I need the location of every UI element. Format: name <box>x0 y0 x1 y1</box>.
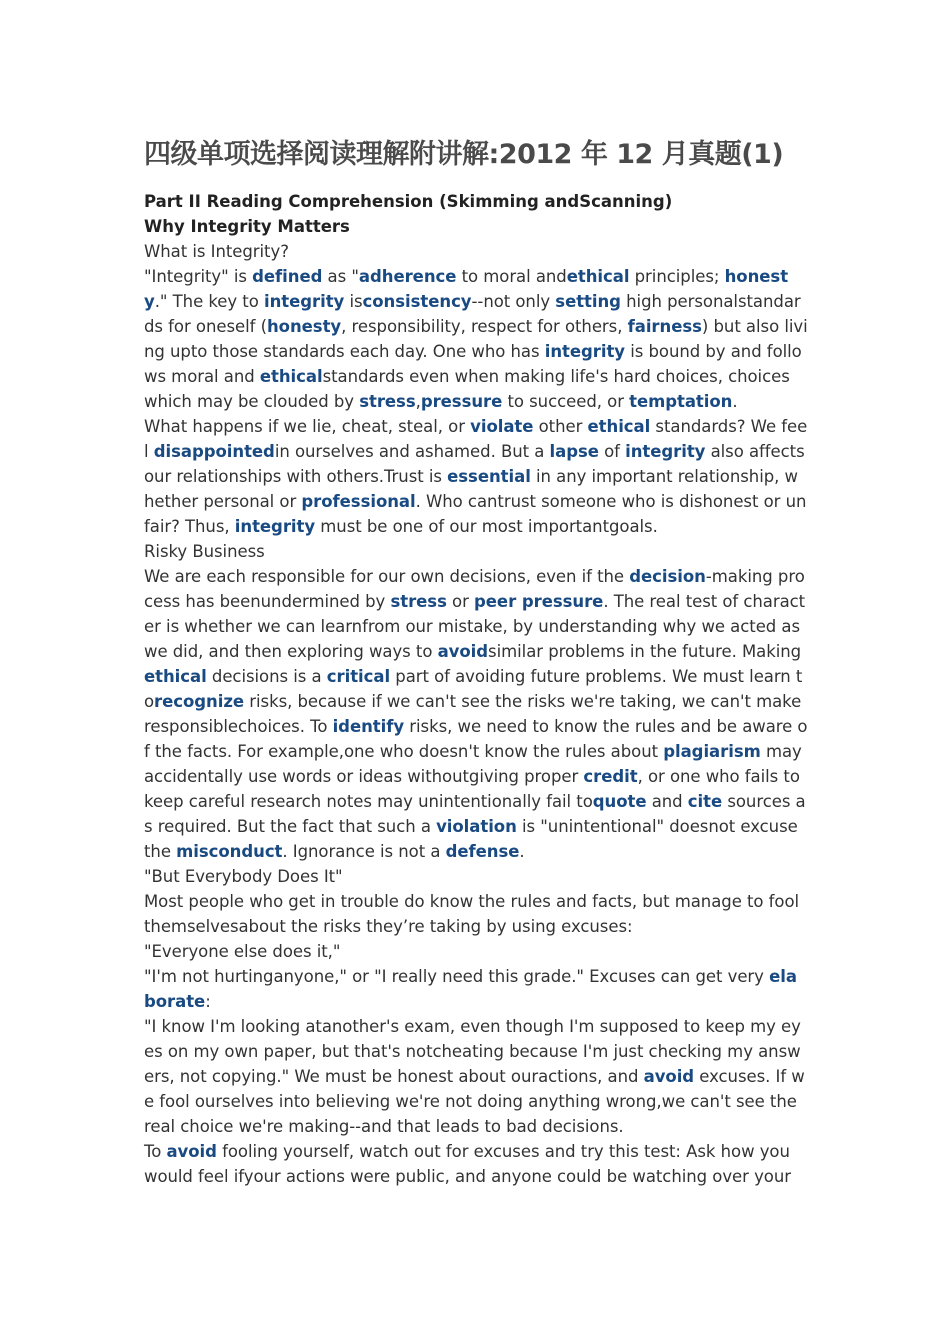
text-run: fooling yourself, watch out for excuses and try this test: Ask how you would feel ifyour actions were public, and anyone could be watching over your <box>144 1142 791 1186</box>
keyword-link[interactable]: defense <box>445 842 520 861</box>
text-run: excuses. If we fool ourselves into believing we're not doing anything wrong,we can't see the real choice we're making--and that leads to bad decisions. <box>144 1067 805 1136</box>
text-run: What happens if we lie, cheat, steal, or <box>144 417 471 436</box>
keyword-link[interactable]: setting <box>555 292 621 311</box>
keyword-link[interactable]: integrity <box>234 517 316 536</box>
keyword-link[interactable]: fairness <box>627 317 702 336</box>
text-run: sources as required. But the fact that such a <box>144 792 806 836</box>
text-run: principles; <box>629 267 725 286</box>
keyword-link[interactable]: consistency <box>362 292 472 311</box>
text-run: . <box>519 842 525 861</box>
text-run: or <box>446 592 475 611</box>
text-run: , or one who fails to keep careful research notes may unintentionally fail to <box>144 767 800 811</box>
text-run: similar problems in the future. Making <box>488 642 802 661</box>
text-run: is "unintentional" doesnot excuse the <box>144 817 798 861</box>
text-run: as " <box>322 267 359 286</box>
keyword-link[interactable]: misconduct <box>176 842 283 861</box>
keyword-link[interactable]: essential <box>447 467 531 486</box>
text-run: "Integrity" is <box>144 267 253 286</box>
paragraph <box>144 889 808 939</box>
keyword-link[interactable]: quote <box>592 792 647 811</box>
keyword-link[interactable]: cite <box>687 792 723 811</box>
text-run: part of avoiding future problems. We must learn to <box>144 667 803 711</box>
paragraph <box>144 1014 808 1139</box>
keyword-link[interactable]: stress <box>390 592 447 611</box>
text-run: is bound by and follows moral and <box>144 342 802 386</box>
keyword-link[interactable]: peer pressure <box>474 592 604 611</box>
article-title: Why Integrity Matters <box>144 217 350 236</box>
keyword-link[interactable]: violation <box>436 817 517 836</box>
text-run: : <box>205 992 211 1011</box>
keyword-link[interactable]: decision <box>629 567 706 586</box>
text-run: To <box>144 1142 167 1161</box>
text-run: in any important relationship, whether personal or <box>144 467 798 511</box>
keyword-link[interactable]: lapse <box>549 442 599 461</box>
keyword-link[interactable]: elaborate <box>144 967 797 1011</box>
text-run: standards? We feel <box>144 417 808 461</box>
text-run: What is Integrity? <box>144 242 289 261</box>
keyword-link[interactable]: avoid <box>166 1142 217 1161</box>
keyword-link[interactable]: ethical <box>144 667 207 686</box>
keyword-link[interactable]: credit <box>583 767 638 786</box>
paragraph <box>144 564 808 864</box>
text-run: must be one of our most importantgoals. <box>315 517 658 536</box>
text-run: to moral and <box>456 267 567 286</box>
keyword-link[interactable]: avoid <box>437 642 489 661</box>
page-title: 四级单项选择阅读理解附讲解:2012 年 12 月真题(1) <box>144 139 784 170</box>
keyword-link[interactable]: honesty <box>266 317 342 336</box>
keyword-link[interactable]: critical <box>326 667 391 686</box>
document-page <box>144 132 808 1189</box>
text-run: Most people who get in trouble do know the rules and facts, but manage to fool themselvesabout the risks they’re taking by using excuses: <box>144 892 800 936</box>
keyword-link[interactable]: adherence <box>358 267 457 286</box>
text-run: "But Everybody Does It" <box>144 867 343 886</box>
text-run: , <box>415 392 421 411</box>
keyword-link[interactable]: ethical <box>566 267 630 286</box>
keyword-link[interactable]: ethical <box>259 367 323 386</box>
text-run: "Everyone else does it," <box>144 942 341 961</box>
keyword-link[interactable]: plagiarism <box>663 742 761 761</box>
paragraph <box>144 539 808 564</box>
paragraph <box>144 939 808 964</box>
keyword-link[interactable]: defined <box>252 267 323 286</box>
text-run: We are each responsible for our own decisions, even if the <box>144 567 630 586</box>
text-run: ." The key to <box>154 292 264 311</box>
text-run: of <box>598 442 626 461</box>
keyword-link[interactable]: honesty <box>144 267 789 311</box>
keyword-link[interactable]: identify <box>332 717 405 736</box>
text-run: and <box>646 792 688 811</box>
text-run: high personalstandards for oneself ( <box>144 292 801 336</box>
keyword-link[interactable]: disappointed <box>153 442 275 461</box>
keyword-link[interactable]: integrity <box>544 342 626 361</box>
text-run: may accidentally use words or ideas withoutgiving proper <box>144 742 802 786</box>
text-run: other <box>533 417 588 436</box>
keyword-link[interactable]: pressure <box>420 392 503 411</box>
keyword-link[interactable]: integrity <box>625 442 706 461</box>
keyword-link[interactable]: violate <box>470 417 534 436</box>
paragraph <box>144 239 808 264</box>
text-run: Risky Business <box>144 542 265 561</box>
paragraph <box>144 1139 808 1189</box>
text-run: in ourselves and ashamed. But a <box>274 442 550 461</box>
text-run: , responsibility, respect for others, <box>341 317 628 336</box>
text-run: --not only <box>471 292 556 311</box>
keyword-link[interactable]: avoid <box>643 1067 695 1086</box>
text-run: risks, because if we can't see the risks we're taking, we can't make responsiblechoices. To <box>144 692 802 736</box>
paragraph <box>144 264 808 414</box>
text-run: . <box>732 392 738 411</box>
keyword-link[interactable]: stress <box>359 392 416 411</box>
text-run: . The real test of character is whether we can learnfrom our mistake, by understanding why we acted as we did, and then exploring ways to <box>144 592 806 661</box>
keyword-link[interactable]: temptation <box>629 392 733 411</box>
keyword-link[interactable]: professional <box>301 492 416 511</box>
article-body <box>144 239 808 1189</box>
text-run: also affects our relationships with others.Trust is <box>144 442 805 486</box>
part-heading: Part II Reading Comprehension (Skimming andScanning) <box>144 192 673 211</box>
text-run: to succeed, or <box>502 392 630 411</box>
text-run: decisions is a <box>206 667 327 686</box>
text-run: risks, we need to know the rules and be aware of the facts. For example,one who doesn't know the rules about <box>144 717 808 761</box>
keyword-link[interactable]: integrity <box>263 292 345 311</box>
text-run: is <box>344 292 363 311</box>
text-run: -making process has beenundermined by <box>144 567 805 611</box>
text-run: ) but also living upto those standards each day. One who has <box>144 317 808 361</box>
text-run: . Ignorance is not a <box>282 842 446 861</box>
text-run: "I'm not hurtinganyone," or "I really need this grade." Excuses can get very <box>144 967 770 986</box>
paragraph <box>144 964 808 1014</box>
paragraph <box>144 414 808 539</box>
keyword-link[interactable]: recognize <box>154 692 245 711</box>
keyword-link[interactable]: ethical <box>587 417 651 436</box>
paragraph <box>144 864 808 889</box>
text-run: "I know I'm looking atanother's exam, even though I'm supposed to keep my eyes on my own paper, but that's notcheating because I'm just checking my answers, not copying." We must be honest about ouractions, and <box>144 1017 801 1086</box>
text-run: . Who cantrust someone who is dishonest or unfair? Thus, <box>144 492 807 536</box>
text-run: standards even when making life's hard choices, choices which may be clouded by <box>144 367 790 411</box>
